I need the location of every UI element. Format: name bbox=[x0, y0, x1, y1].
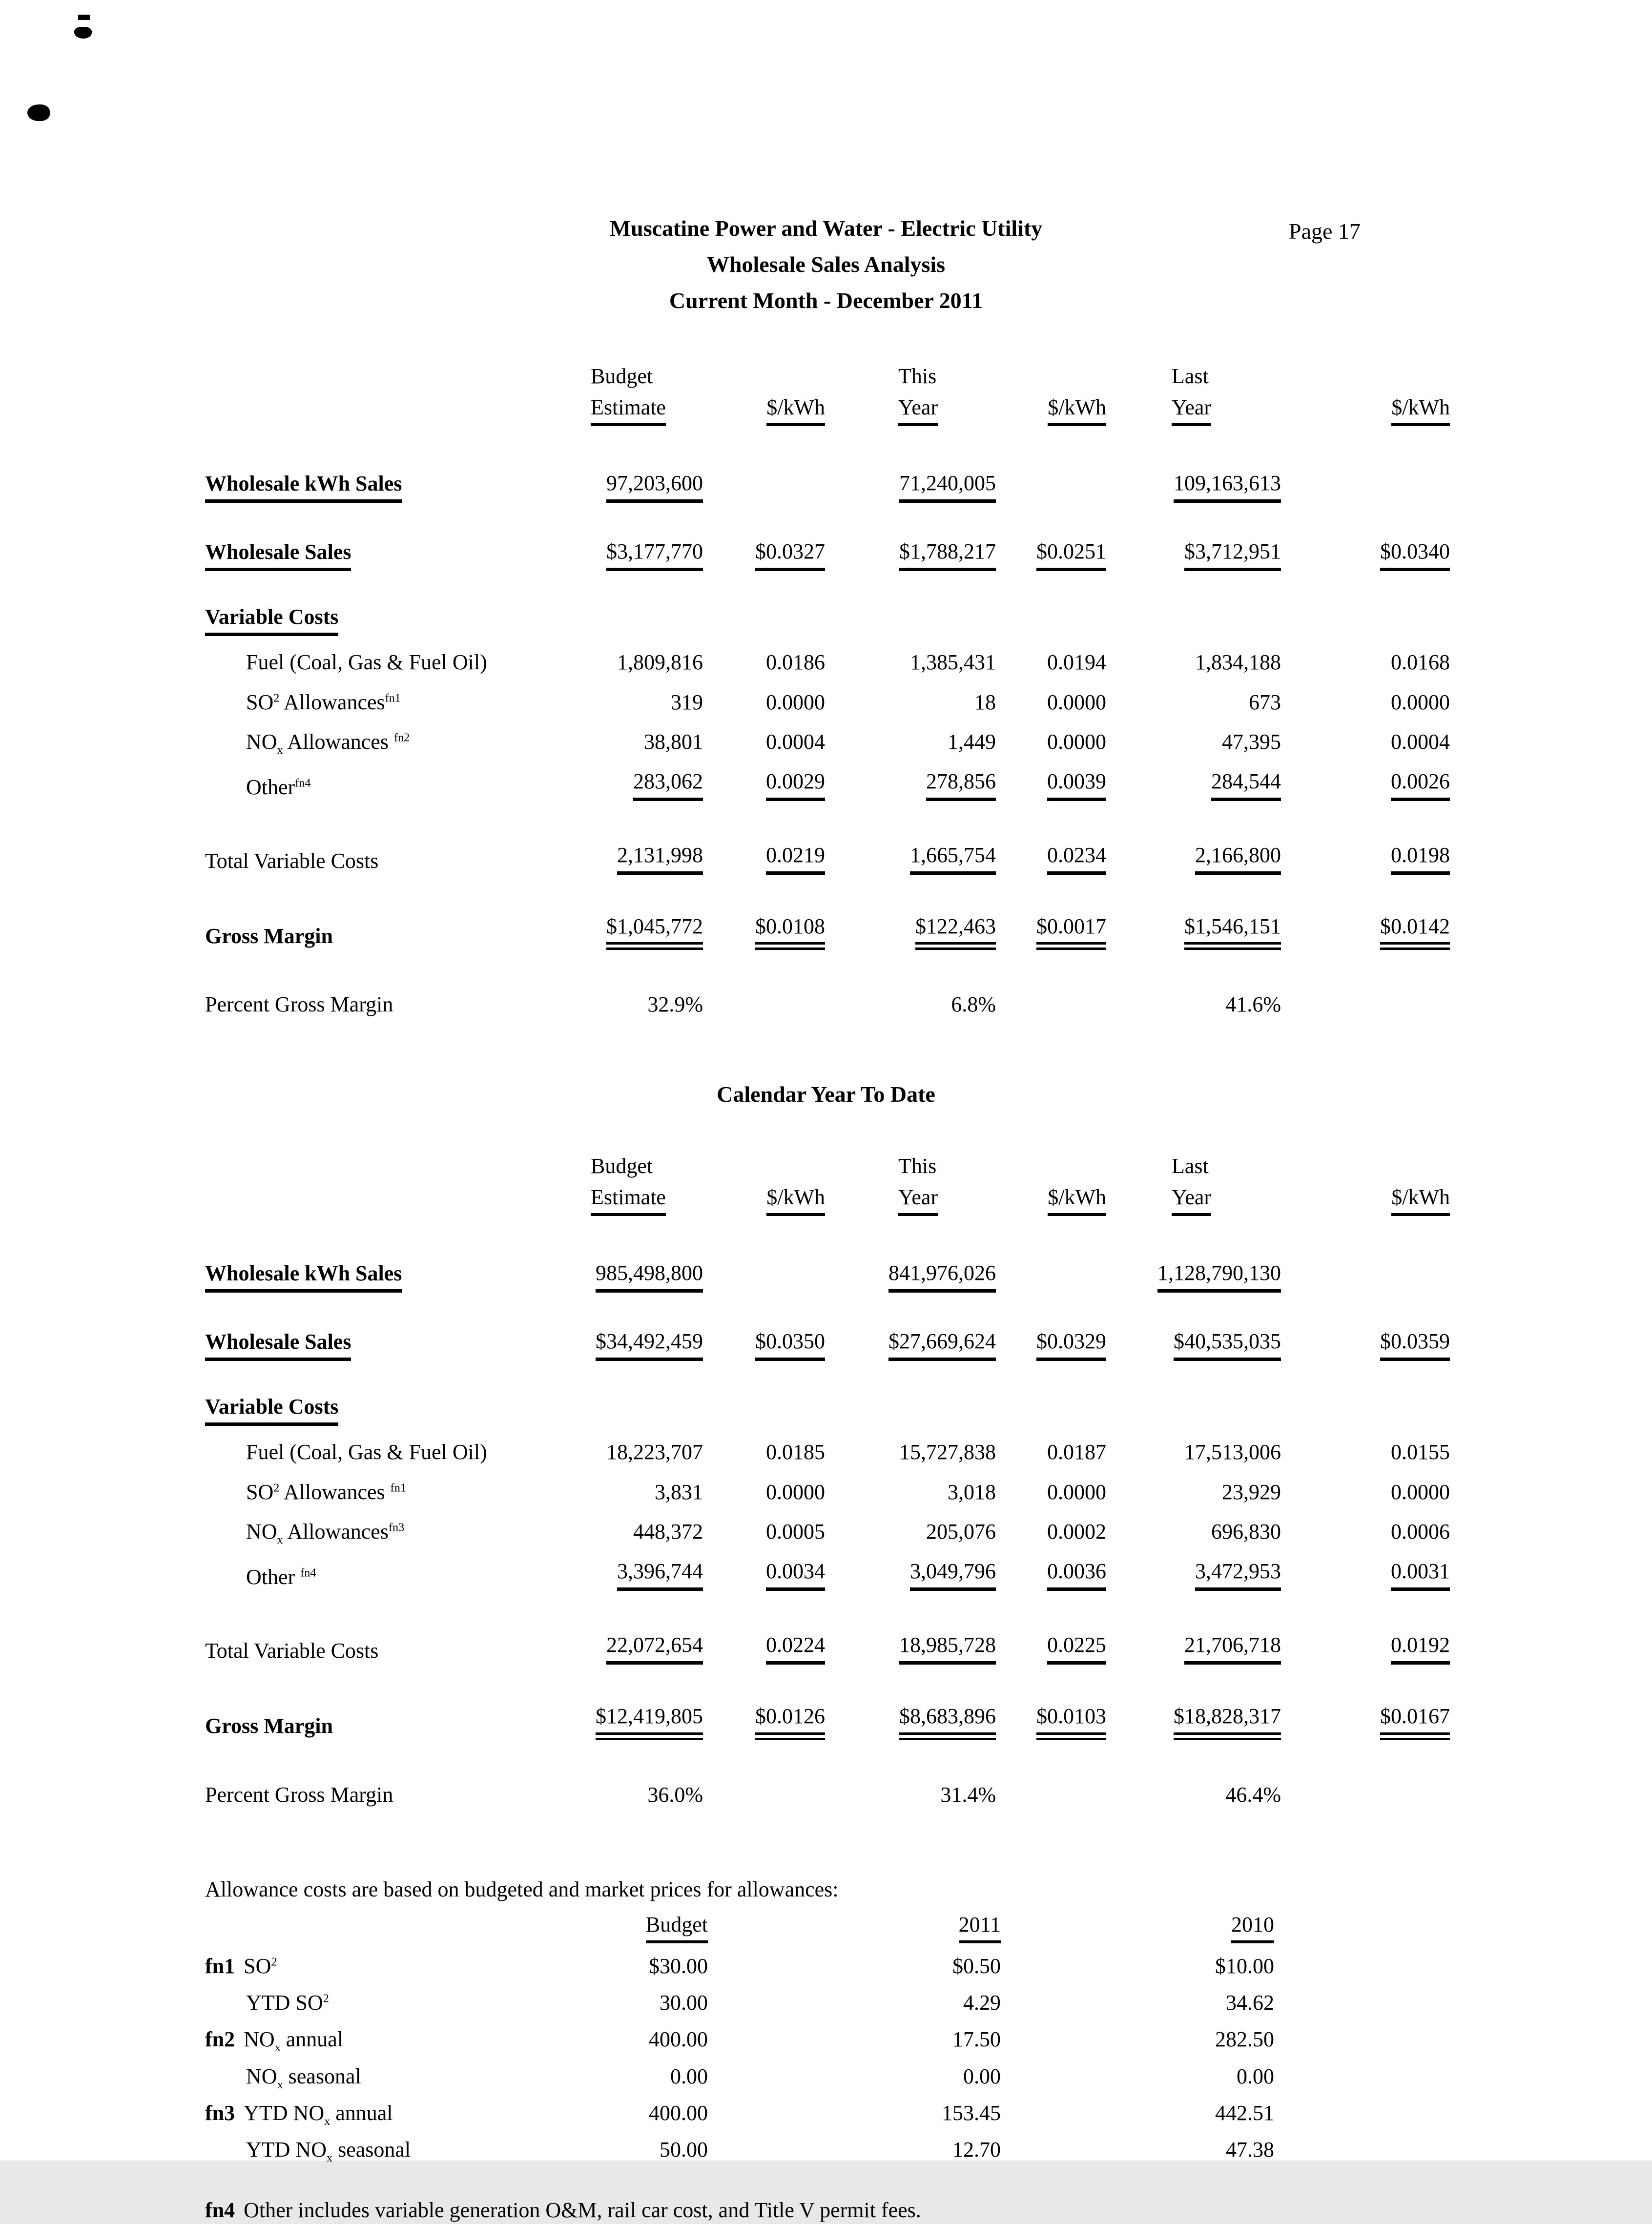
spacer-cell bbox=[703, 1146, 825, 1182]
table-row bbox=[205, 682, 1450, 722]
row-label: Wholesale kWh Sales bbox=[205, 1231, 591, 1299]
value-cell: 32.9% bbox=[647, 992, 703, 1017]
table-row bbox=[205, 2131, 1274, 2168]
row-label: Wholesale Sales bbox=[205, 1299, 591, 1367]
value-cell: 3,396,744 bbox=[591, 1551, 703, 1597]
row-label: fn1 $SO^2$ bbox=[205, 1954, 277, 1978]
value-cell: $0.0142 bbox=[1281, 881, 1450, 956]
table-row bbox=[205, 509, 1450, 577]
value-cell: 0.0219 bbox=[703, 807, 825, 881]
value-cell: 0.0155 bbox=[1391, 1440, 1450, 1464]
value-cell: $122,463 bbox=[825, 881, 996, 956]
value-cell: 0.0000 bbox=[1391, 690, 1450, 714]
value-cell bbox=[1106, 1367, 1281, 1432]
row-label: $NO_x$ seasonal bbox=[246, 2064, 361, 2091]
value-cell: 442.51 bbox=[1215, 2100, 1274, 2125]
row-label: Variable Costs bbox=[205, 577, 591, 642]
value-cell bbox=[825, 577, 996, 642]
value-cell: 22,072,654 bbox=[591, 1597, 703, 1671]
value-cell: 0.0198 bbox=[1281, 807, 1450, 881]
value-cell bbox=[703, 1367, 825, 1432]
table-row bbox=[205, 807, 1450, 881]
value-cell: 0.0004 bbox=[1391, 729, 1450, 754]
value-cell: 50.00 bbox=[660, 2138, 708, 2162]
document-title-line1: Muscatine Power and Water - Electric Utility bbox=[609, 216, 1043, 241]
value-cell: $30.00 bbox=[649, 1954, 708, 1978]
value-cell: 0.00 bbox=[963, 2064, 1001, 2088]
row-label: Variable Costs bbox=[205, 1367, 591, 1432]
value-cell bbox=[1106, 577, 1281, 642]
value-cell: 1,385,431 bbox=[910, 650, 996, 675]
value-cell: $1,546,151 bbox=[1106, 881, 1281, 956]
col-header-year: Year bbox=[825, 392, 996, 441]
value-cell: 12.70 bbox=[952, 2138, 1001, 2162]
document-title-line3: Current Month - December 2011 bbox=[669, 288, 983, 313]
value-cell: 1,665,754 bbox=[825, 807, 996, 881]
value-cell: 283,062 bbox=[591, 762, 703, 807]
value-cell: $0.0017 bbox=[996, 881, 1106, 956]
table-row bbox=[205, 2058, 1274, 2095]
value-cell: 97,203,600 bbox=[591, 441, 703, 509]
table-row bbox=[205, 762, 1450, 807]
value-cell: 41.6% bbox=[1225, 992, 1281, 1017]
value-cell: 0.0026 bbox=[1281, 762, 1450, 807]
value-cell: 3,049,796 bbox=[825, 1551, 996, 1597]
value-cell: 0.0005 bbox=[766, 1519, 825, 1544]
value-cell bbox=[1281, 441, 1450, 509]
value-cell: 0.0194 bbox=[1047, 650, 1106, 675]
table-row bbox=[205, 1512, 1450, 1551]
value-cell: 0.0039 bbox=[996, 762, 1106, 807]
row-label: Wholesale Sales bbox=[205, 509, 591, 577]
spacer-cell bbox=[996, 356, 1106, 392]
row-label: Fuel (Coal, Gas & Fuel Oil) bbox=[246, 1440, 487, 1464]
value-cell: $0.0108 bbox=[703, 881, 825, 956]
value-cell bbox=[703, 441, 825, 509]
col-header-this: This bbox=[898, 1154, 937, 1178]
value-cell: 0.0234 bbox=[996, 807, 1106, 881]
value-cell: 6.8% bbox=[951, 992, 996, 1017]
value-cell bbox=[996, 1367, 1106, 1432]
col-header-per-kwh: $/kWh bbox=[996, 392, 1106, 441]
value-cell: 153.45 bbox=[942, 2100, 1001, 2125]
table-row bbox=[205, 2095, 1274, 2131]
header-row-1 bbox=[205, 356, 1450, 392]
document-title-line2: Wholesale Sales Analysis bbox=[706, 251, 946, 277]
col-header-per-kwh: $/kWh bbox=[996, 1182, 1106, 1231]
value-cell: 0.0000 bbox=[1047, 690, 1106, 714]
value-cell: 0.0036 bbox=[996, 1551, 1106, 1597]
value-cell: $3,712,951 bbox=[1106, 509, 1281, 577]
ytd-section-title: Calendar Year To Date bbox=[717, 1081, 935, 1107]
value-cell: 0.0185 bbox=[766, 1440, 825, 1464]
value-cell bbox=[996, 577, 1106, 642]
value-cell: $0.0126 bbox=[703, 1671, 825, 1746]
row-label: fn3 YTD $NO_x$ annual bbox=[205, 2100, 393, 2128]
value-cell: $8,683,896 bbox=[825, 1671, 996, 1746]
col-header-estimate: Estimate bbox=[591, 1182, 703, 1231]
value-cell: $0.0329 bbox=[996, 1299, 1106, 1367]
value-cell: 46.4% bbox=[1225, 1782, 1281, 1807]
table-row bbox=[205, 1551, 1450, 1597]
value-cell: 0.0000 bbox=[766, 1480, 825, 1504]
value-cell: 985,498,800 bbox=[591, 1231, 703, 1299]
table-row bbox=[205, 1367, 1450, 1432]
value-cell bbox=[591, 577, 703, 642]
value-cell: 400.00 bbox=[649, 2027, 708, 2052]
value-cell bbox=[703, 1231, 825, 1299]
value-cell: 0.0002 bbox=[1047, 1519, 1106, 1544]
row-label: YTD $NO_x$ seasonal bbox=[246, 2138, 411, 2164]
row-label: $SO^2$ Allowances $^{fn1}$ bbox=[246, 1480, 406, 1504]
value-cell: 0.0000 bbox=[1391, 1480, 1450, 1504]
row-label: Percent Gross Margin bbox=[205, 1782, 393, 1807]
value-cell: 18,985,728 bbox=[825, 1597, 996, 1671]
row-label: Gross Margin bbox=[205, 924, 333, 948]
row-label: Fuel (Coal, Gas & Fuel Oil) bbox=[246, 650, 487, 675]
value-cell: 284,544 bbox=[1106, 762, 1281, 807]
value-cell: 3,831 bbox=[655, 1480, 703, 1504]
table-row bbox=[205, 722, 1450, 762]
table-row bbox=[205, 2021, 1274, 2058]
table-row bbox=[205, 956, 1450, 1025]
col-header-per-kwh: $/kWh bbox=[1281, 1182, 1450, 1231]
col-header-2011: 2011 bbox=[708, 1906, 1001, 1948]
value-cell: 3,018 bbox=[948, 1480, 996, 1504]
value-cell: 36.0% bbox=[647, 1782, 703, 1807]
spacer-cell bbox=[205, 356, 591, 392]
value-cell: $0.0103 bbox=[996, 1671, 1106, 1746]
value-cell: 3,472,953 bbox=[1106, 1551, 1281, 1597]
value-cell bbox=[996, 441, 1106, 509]
value-cell: 0.0225 bbox=[996, 1597, 1106, 1671]
col-header-per-kwh: $/kWh bbox=[703, 392, 825, 441]
current-month-body bbox=[205, 441, 1450, 1025]
value-cell: 205,076 bbox=[926, 1519, 996, 1544]
value-cell: 0.0000 bbox=[766, 690, 825, 714]
col-header-this: This bbox=[898, 364, 937, 389]
ytd-body bbox=[205, 1231, 1450, 1815]
value-cell: 696,830 bbox=[1211, 1519, 1281, 1544]
value-cell: 30.00 bbox=[660, 1991, 708, 2015]
value-cell: $10.00 bbox=[1215, 1954, 1274, 1978]
value-cell bbox=[703, 956, 825, 1025]
row-label: $NO_x$ Allowances $^{fn2}$ bbox=[246, 729, 410, 757]
value-cell: 319 bbox=[671, 690, 703, 714]
ytd-table bbox=[205, 1146, 1450, 1814]
table-row bbox=[205, 1747, 1450, 1815]
value-cell bbox=[996, 1747, 1106, 1815]
value-cell: 31.4% bbox=[940, 1782, 996, 1807]
value-cell bbox=[996, 956, 1106, 1025]
value-cell: $40,535,035 bbox=[1106, 1299, 1281, 1367]
value-cell: 1,449 bbox=[948, 729, 996, 754]
value-cell: 23,929 bbox=[1222, 1480, 1281, 1504]
value-cell: 2,166,800 bbox=[1106, 807, 1281, 881]
value-cell: 0.0006 bbox=[1391, 1519, 1450, 1544]
col-header-per-kwh: $/kWh bbox=[1281, 392, 1450, 441]
row-label: Total Variable Costs bbox=[205, 1639, 379, 1663]
header-row-1 bbox=[205, 1146, 1450, 1182]
value-cell bbox=[996, 1231, 1106, 1299]
value-cell: 17.50 bbox=[952, 2027, 1001, 2052]
col-header-year: Year bbox=[1106, 392, 1281, 441]
value-cell bbox=[825, 1367, 996, 1432]
value-cell bbox=[703, 577, 825, 642]
col-header-last: Last bbox=[1172, 1154, 1209, 1178]
value-cell bbox=[1281, 956, 1450, 1025]
table-row bbox=[205, 881, 1450, 956]
row-label: $NO_x$ Allowances$^{fn3}$ bbox=[246, 1519, 405, 1546]
value-cell: 0.0004 bbox=[766, 729, 825, 754]
col-header-2010: 2010 bbox=[1001, 1906, 1274, 1948]
footnote-4: fn4 Other includes variable generation O&M, rail car cost, and Title V permit fees. bbox=[205, 2198, 921, 2223]
value-cell: 47.38 bbox=[1226, 2138, 1274, 2162]
row-label: Wholesale kWh Sales bbox=[205, 441, 591, 509]
value-cell: $34,492,459 bbox=[591, 1299, 703, 1367]
table-row bbox=[205, 1671, 1450, 1746]
value-cell bbox=[1281, 1367, 1450, 1432]
value-cell: 18,223,707 bbox=[606, 1440, 703, 1464]
value-cell bbox=[703, 1747, 825, 1815]
value-cell: 38,801 bbox=[644, 729, 703, 754]
value-cell: 0.00 bbox=[670, 2064, 708, 2088]
spacer-cell bbox=[205, 1146, 591, 1182]
value-cell: 0.0186 bbox=[766, 650, 825, 675]
col-header-year: Year bbox=[1106, 1182, 1281, 1231]
value-cell: 400.00 bbox=[649, 2100, 708, 2125]
page-number: Page 17 bbox=[1289, 219, 1361, 244]
row-label: $SO^2$ Allowances$^{fn1}$ bbox=[246, 690, 401, 714]
value-cell: 71,240,005 bbox=[825, 441, 996, 509]
value-cell bbox=[591, 1367, 703, 1432]
header-row-2 bbox=[205, 392, 1450, 441]
value-cell: 21,706,718 bbox=[1106, 1597, 1281, 1671]
row-label: Percent Gross Margin bbox=[205, 992, 393, 1017]
value-cell: $0.50 bbox=[952, 1954, 1001, 1978]
value-cell: $27,669,624 bbox=[825, 1299, 996, 1367]
spacer-cell bbox=[1281, 1146, 1450, 1182]
value-cell: 34.62 bbox=[1226, 1991, 1274, 2015]
value-cell: 0.0192 bbox=[1281, 1597, 1450, 1671]
value-cell: 0.0034 bbox=[703, 1551, 825, 1597]
allowance-note: Allowance costs are based on budgeted and market prices for allowances: bbox=[205, 1877, 839, 1901]
value-cell: 47,395 bbox=[1222, 729, 1281, 754]
table-row bbox=[205, 1231, 1450, 1299]
scan-artifact bbox=[74, 15, 92, 39]
table-row bbox=[205, 642, 1450, 682]
scan-artifact bbox=[27, 104, 50, 121]
value-cell: 4.29 bbox=[963, 1991, 1001, 2015]
allowance-price-body bbox=[205, 1948, 1274, 2168]
table-row bbox=[205, 1299, 1450, 1367]
table-row bbox=[205, 441, 1450, 509]
document-title-block bbox=[0, 214, 1652, 315]
table-row bbox=[205, 1948, 1274, 1984]
table-row bbox=[205, 1472, 1450, 1512]
value-cell: 282.50 bbox=[1215, 2027, 1274, 2052]
value-cell: 1,834,188 bbox=[1195, 650, 1281, 675]
value-cell: 0.0000 bbox=[1047, 729, 1106, 754]
value-cell: 841,976,026 bbox=[825, 1231, 996, 1299]
row-label: YTD $SO^2$ bbox=[246, 1991, 329, 2015]
value-cell: $0.0359 bbox=[1281, 1299, 1450, 1367]
row-label: fn2 $NO_x$ annual bbox=[205, 2027, 344, 2055]
value-cell: $0.0340 bbox=[1281, 509, 1450, 577]
value-cell: $12,419,805 bbox=[591, 1671, 703, 1746]
value-cell: 1,128,790,130 bbox=[1106, 1231, 1281, 1299]
header-row-2 bbox=[205, 1182, 1450, 1231]
value-cell: $0.0251 bbox=[996, 509, 1106, 577]
value-cell: 0.0168 bbox=[1391, 650, 1450, 675]
row-label: Other $^{fn4}$ bbox=[246, 1565, 316, 1589]
table-row bbox=[205, 1984, 1274, 2021]
col-header-budget: Budget bbox=[591, 364, 653, 389]
spacer-cell bbox=[996, 1146, 1106, 1182]
current-month-table bbox=[205, 356, 1450, 1025]
value-cell: 15,727,838 bbox=[899, 1440, 996, 1464]
value-cell: 1,809,816 bbox=[617, 650, 703, 675]
row-label: Total Variable Costs bbox=[205, 849, 379, 873]
value-cell: $3,177,770 bbox=[591, 509, 703, 577]
col-header-last: Last bbox=[1172, 364, 1209, 389]
value-cell: 0.0029 bbox=[703, 762, 825, 807]
value-cell: 17,513,006 bbox=[1184, 1440, 1281, 1464]
value-cell bbox=[1281, 1231, 1450, 1299]
value-cell: $0.0350 bbox=[703, 1299, 825, 1367]
value-cell: 0.0187 bbox=[1047, 1440, 1106, 1464]
col-header-per-kwh: $/kWh bbox=[703, 1182, 825, 1231]
value-cell: 0.00 bbox=[1237, 2064, 1274, 2088]
value-cell: $1,045,772 bbox=[591, 881, 703, 956]
table-row bbox=[205, 1597, 1450, 1671]
col-header-estimate: Estimate bbox=[591, 392, 703, 441]
value-cell: 18 bbox=[974, 690, 996, 714]
row-label: Gross Margin bbox=[205, 1714, 333, 1738]
value-cell: 109,163,613 bbox=[1106, 441, 1281, 509]
spacer-cell bbox=[205, 392, 591, 441]
value-cell: $1,788,217 bbox=[825, 509, 996, 577]
header-row bbox=[205, 1906, 1274, 1948]
value-cell: 0.0031 bbox=[1281, 1551, 1450, 1597]
spacer-cell bbox=[703, 356, 825, 392]
spacer-cell bbox=[205, 1906, 598, 1948]
value-cell: $18,828,317 bbox=[1106, 1671, 1281, 1746]
col-header-budget: Budget bbox=[591, 1154, 653, 1178]
value-cell: 448,372 bbox=[633, 1519, 703, 1544]
value-cell bbox=[1281, 577, 1450, 642]
spacer-cell bbox=[1281, 356, 1450, 392]
spacer-cell bbox=[205, 1182, 591, 1231]
value-cell bbox=[1281, 1747, 1450, 1815]
value-cell: $0.0167 bbox=[1281, 1671, 1450, 1746]
row-label: Other$^{fn4}$ bbox=[246, 775, 311, 799]
value-cell: 2,131,998 bbox=[591, 807, 703, 881]
allowance-price-table bbox=[205, 1906, 1274, 2168]
value-cell: 278,856 bbox=[825, 762, 996, 807]
col-header-budget: Budget bbox=[598, 1906, 708, 1948]
table-row bbox=[205, 577, 1450, 642]
value-cell: $0.0327 bbox=[703, 509, 825, 577]
value-cell: 0.0000 bbox=[1047, 1480, 1106, 1504]
table-row bbox=[205, 1432, 1450, 1472]
value-cell: 0.0224 bbox=[703, 1597, 825, 1671]
value-cell: 673 bbox=[1249, 690, 1281, 714]
col-header-year: Year bbox=[825, 1182, 996, 1231]
